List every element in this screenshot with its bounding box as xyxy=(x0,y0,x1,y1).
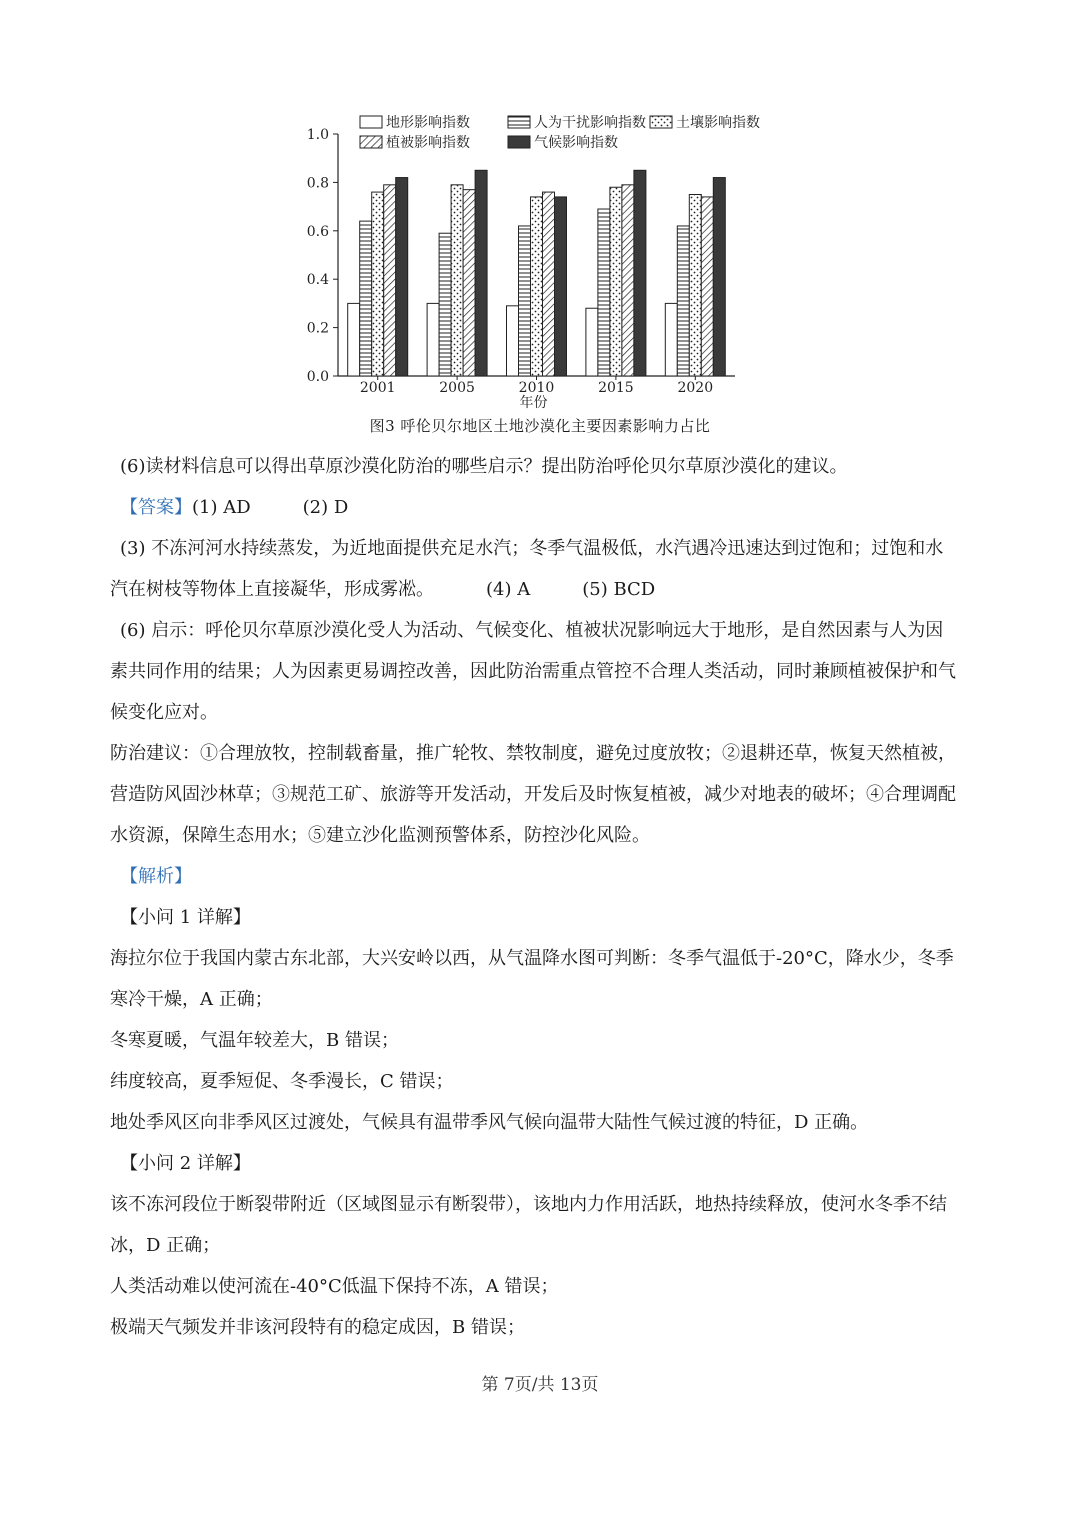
bar xyxy=(701,197,713,376)
bar xyxy=(713,178,725,376)
y-tick-label: 1.0 xyxy=(306,127,329,143)
answer-6-line-a: (6) 启示：呼伦贝尔草原沙漠化受人为活动、气候变化、植被状况影响远大于地形，是自然因素与人为因 xyxy=(120,620,944,641)
bar xyxy=(677,226,689,376)
legend-label: 植被影响指数 xyxy=(386,135,470,151)
chart-svg xyxy=(300,112,780,442)
y-tick-label: 0.6 xyxy=(306,223,329,240)
bar xyxy=(348,303,360,376)
sub-question-2-title: 【小问 2 详解】 xyxy=(120,1153,251,1174)
page-footer: 第 7页/共 13页 xyxy=(481,1375,599,1395)
x-tick-label: 2020 xyxy=(677,380,714,396)
bar xyxy=(372,192,384,376)
bar xyxy=(384,185,396,376)
bar xyxy=(360,221,372,376)
answer-3-tail: 汽在树枝等物体上直接凝华，形成雾凇。 xyxy=(110,579,434,600)
x-tick-label: 2001 xyxy=(359,380,396,396)
answer-6-line-b: 素共同作用的结果；人为因素更易调控改善，因此防治需重点管控不合理人类活动，同时兼顾植被保护和气 xyxy=(110,661,956,682)
bar xyxy=(427,303,439,376)
sub2-line-b: 冰，D 正确； xyxy=(110,1235,221,1256)
answer-2: (2) D xyxy=(302,497,349,518)
bar xyxy=(634,170,646,376)
legend-swatch xyxy=(360,136,382,148)
figure-caption: 图3 呼伦贝尔地区土地沙漠化主要因素影响力占比 xyxy=(369,417,711,435)
chart-bars xyxy=(348,170,726,376)
analysis-heading xyxy=(110,856,980,897)
sub1-line-e: 地处季风区向非季风区过渡处，气候具有温带季风气候向温带大陆性气候过渡的特征，D 正确。 xyxy=(110,1112,869,1133)
bar xyxy=(475,170,487,376)
y-tick-label: 0.8 xyxy=(306,175,329,192)
answer-3-line-a: (3) 不冻河河水持续蒸发，为近地面提供充足水汽；冬季气温极低，水汽遇冷迅速达到过饱和；过饱和水 xyxy=(120,538,944,559)
answer-content xyxy=(110,446,980,1348)
sub-question-1-title: 【小问 1 详解】 xyxy=(120,907,251,928)
sub1-line-c: 冬寒夏暖，气温年较差大，B 错误； xyxy=(110,1030,399,1051)
bar xyxy=(451,185,463,376)
answer-6-line-c: 候变化应对。 xyxy=(110,702,218,723)
bar xyxy=(598,209,610,376)
legend-swatch xyxy=(360,116,382,128)
bar xyxy=(622,185,634,376)
x-tick-label: 2010 xyxy=(518,380,555,396)
legend-swatch xyxy=(508,136,530,148)
bar xyxy=(396,178,408,376)
chart-legend xyxy=(360,114,760,151)
answer-line-1 xyxy=(110,487,980,528)
sub2-line-a: 该不冻河段位于断裂带附近（区域图显示有断裂带），该地内力作用活跃，地热持续释放，使河水冬季不结 xyxy=(110,1194,947,1215)
x-tick-label: 2015 xyxy=(598,380,634,396)
legend-swatch xyxy=(508,116,530,128)
bar xyxy=(665,303,677,376)
bar xyxy=(689,195,701,377)
legend-label: 地形影响指数 xyxy=(386,115,470,131)
legend-label: 土壤影响指数 xyxy=(676,115,760,131)
sub1-line-b: 寒冷干燥，A 正确； xyxy=(110,989,273,1010)
answer-5: (5) BCD xyxy=(582,579,656,600)
bar xyxy=(610,187,622,376)
bar xyxy=(543,192,555,376)
legend-swatch xyxy=(650,116,672,128)
answer-4: (4) A xyxy=(486,579,531,600)
bar xyxy=(519,226,531,376)
y-tick-label: 0.2 xyxy=(306,320,329,337)
answer-3-line-b xyxy=(110,569,980,610)
bar xyxy=(463,190,475,376)
analysis-tag: 【解析】 xyxy=(120,866,192,887)
question-6: (6)读材料信息可以得出草原沙漠化防治的哪些启示？提出防治呼伦贝尔草原沙漠化的建议。 xyxy=(120,456,848,477)
bar-chart xyxy=(300,112,780,442)
sub2-line-c: 人类活动难以使河流在-40°C低温下保持不冻，A 错误； xyxy=(110,1276,559,1297)
x-tick-label: 2005 xyxy=(439,380,475,396)
suggestion-line-c: 水资源，保障生态用水；⑤建立沙化监测预警体系，防控沙化风险。 xyxy=(110,825,650,846)
bar xyxy=(586,308,598,376)
x-axis-label: 年份 xyxy=(519,395,548,411)
suggestion-line-b: 营造防风固沙林草；③规范工矿、旅游等开发活动，开发后及时恢复植被，减少对地表的破坏；④合理调配 xyxy=(110,784,956,805)
legend-label: 气候影响指数 xyxy=(534,135,618,151)
bar xyxy=(555,197,567,376)
answer-tag: 【答案】 xyxy=(120,497,192,518)
bar xyxy=(439,233,451,376)
y-tick-label: 0.4 xyxy=(306,272,329,289)
suggestion-line-a: 防治建议：①合理放牧，控制载畜量，推广轮牧、禁牧制度，避免过度放牧；②退耕还草，恢复天然植被， xyxy=(110,743,956,764)
bar xyxy=(531,197,543,376)
sub2-line-d: 极端天气频发并非该河段特有的稳定成因，B 错误； xyxy=(110,1317,525,1338)
sub1-line-d: 纬度较高，夏季短促、冬季漫长，C 错误； xyxy=(110,1071,454,1092)
sub1-line-a: 海拉尔位于我国内蒙古东北部，大兴安岭以西，从气温降水图可判断：冬季气温低于-20°C，降水少，冬季 xyxy=(110,948,954,969)
answer-1: (1) AD xyxy=(192,497,251,518)
y-tick-label: 0.0 xyxy=(306,369,329,385)
legend-label: 人为干扰影响指数 xyxy=(534,115,646,131)
bar xyxy=(507,306,519,376)
